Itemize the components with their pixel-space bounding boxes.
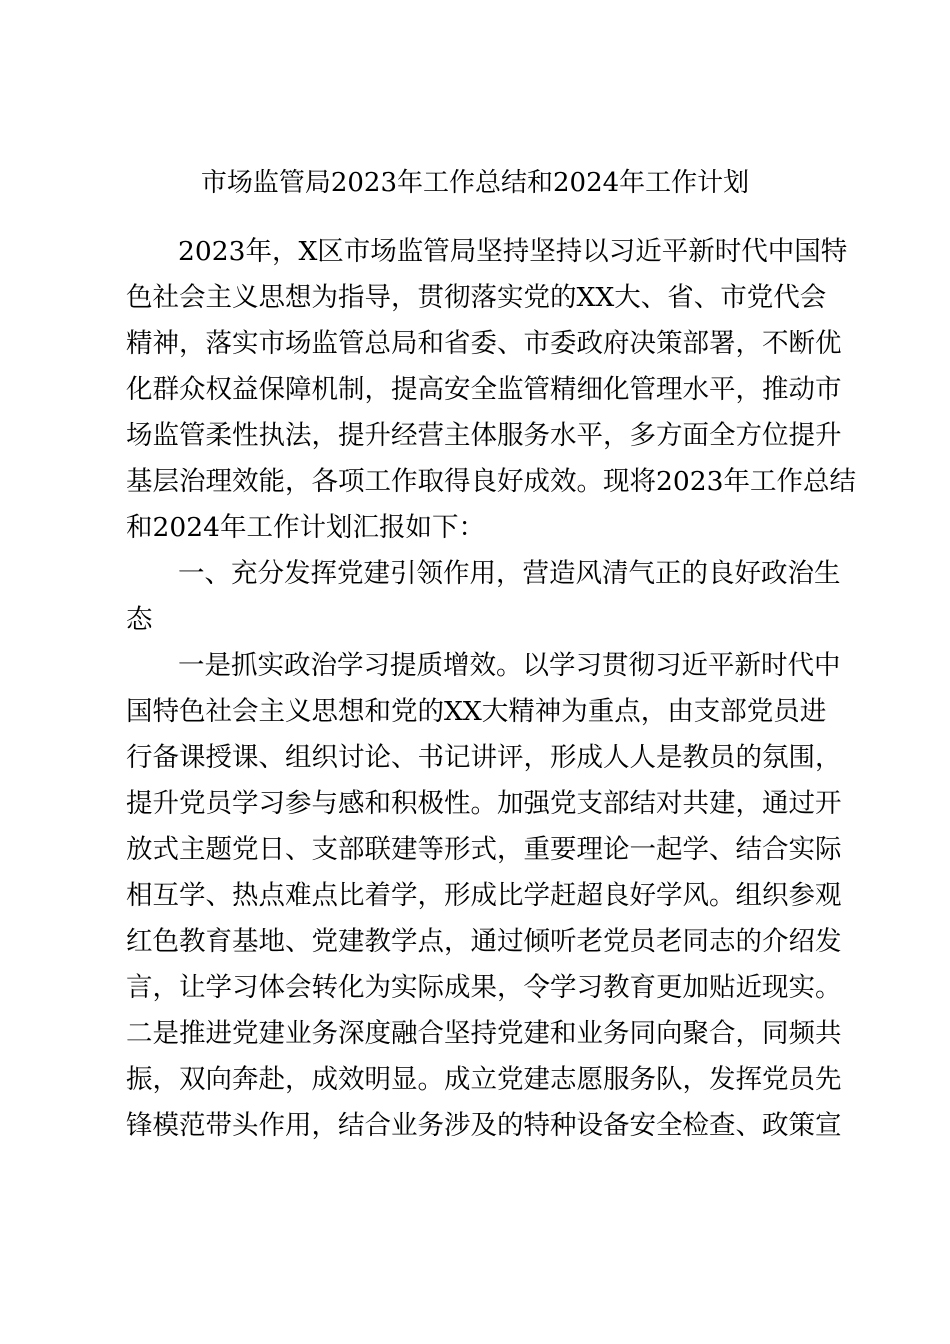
intro-line-1: 2023年，X区市场监管局坚持坚持以习近平新时代中国特 — [178, 236, 848, 267]
section1-body-line-5: 放式主题党日、支部联建等形式，重要理论一起学、结合实际 — [126, 834, 842, 865]
intro-line-2: 色社会主义思想为指导，贯彻落实党的XX大、省、市党代会 — [126, 282, 827, 313]
intro-line-5: 场监管柔性执法，提升经营主体服务水平，多方面全方位提升 — [126, 420, 842, 451]
intro-line-6: 基层治理效能，各项工作取得良好成效。现将2023年工作总结 — [126, 466, 856, 497]
section1-body-line-2: 国特色社会主义思想和党的XX大精神为重点，由支部党员进 — [126, 696, 827, 727]
section1-body-line-7: 红色教育基地、党建教学点，通过倾听老党员老同志的介绍发 — [126, 926, 842, 957]
intro-line-3: 精神，落实市场监管总局和省委、市委政府决策部署，不断优 — [126, 328, 842, 359]
section1-body-line-4: 提升党员学习参与感和积极性。加强党支部结对共建，通过开 — [126, 788, 842, 819]
section1-body-line-3: 行备课授课、组织讨论、书记讲评，形成人人是教员的氛围， — [126, 742, 842, 773]
section1-body-line-9: 二是推进党建业务深度融合坚持党建和业务同向聚合，同频共 — [126, 1018, 842, 1049]
section1-body-line-11: 锋模范带头作用，结合业务涉及的特种设备安全检查、政策宣 — [126, 1110, 842, 1141]
document-title: 市场监管局2023年工作总结和2024年工作计划 — [200, 168, 750, 198]
section1-heading-line-2: 态 — [126, 604, 153, 635]
section1-body-line-1: 一是抓实政治学习提质增效。以学习贯彻习近平新时代中 — [178, 650, 841, 681]
section1-body-line-10: 振，双向奔赴，成效明显。成立党建志愿服务队，发挥党员先 — [126, 1064, 842, 1095]
section1-body-line-8: 言，让学习体会转化为实际成果，令学习教育更加贴近现实。 — [126, 972, 842, 1003]
section1-heading-line-1: 一、充分发挥党建引领作用，营造风清气正的良好政治生 — [178, 558, 841, 589]
intro-line-4: 化群众权益保障机制，提高安全监管精细化管理水平，推动市 — [126, 374, 842, 405]
intro-line-7: 和2024年工作计划汇报如下： — [126, 512, 485, 543]
section1-body-line-6: 相互学、热点难点比着学，形成比学赶超良好学风。组织参观 — [126, 880, 842, 911]
